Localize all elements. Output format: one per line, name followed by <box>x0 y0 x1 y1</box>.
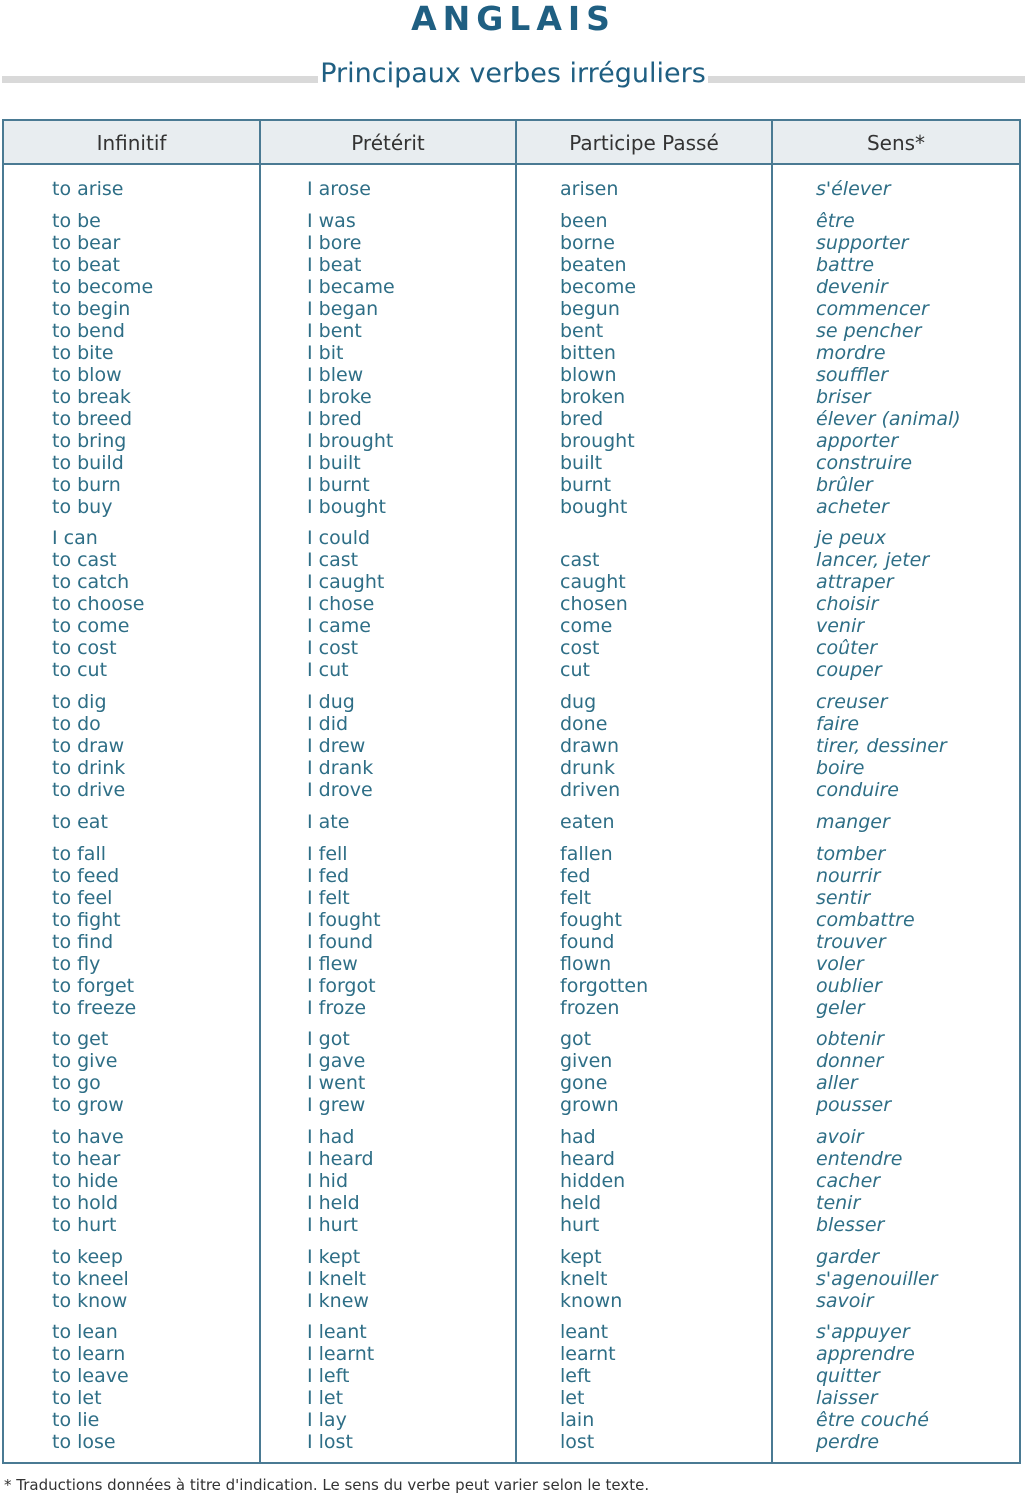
table-cell: garder <box>816 1245 880 1268</box>
table-cell: to lose <box>52 1431 116 1454</box>
table-cell: to freeze <box>52 996 137 1019</box>
table-cell: I cut <box>307 659 349 682</box>
table-cell: I drew <box>307 735 366 758</box>
table-cell: trouver <box>816 930 886 953</box>
table-cell: s'agenouiller <box>816 1267 938 1290</box>
table-cell: drawn <box>560 735 620 758</box>
divider-right <box>708 76 1025 83</box>
table-cell: I burnt <box>307 473 370 496</box>
table-cell: let <box>560 1387 585 1410</box>
table-cell: to let <box>52 1387 102 1410</box>
table-cell: to leave <box>52 1365 129 1388</box>
table-cell: donner <box>816 1050 884 1073</box>
table-cell: I caught <box>307 571 385 594</box>
table-cell: hidden <box>560 1169 626 1192</box>
table-cell: manger <box>816 810 890 833</box>
table-cell: to breed <box>52 407 133 430</box>
table-cell: savoir <box>816 1289 874 1312</box>
table-cell: been <box>560 209 608 232</box>
table-cell: I fought <box>307 908 381 931</box>
table-cell: to hide <box>52 1169 119 1192</box>
table-cell: lancer, jeter <box>816 549 930 572</box>
table-cell: perdre <box>816 1431 880 1454</box>
table-cell: kept <box>560 1245 602 1268</box>
table-cell: to hurt <box>52 1213 117 1236</box>
table-cell: obtenir <box>816 1028 884 1051</box>
table-cell: je peux <box>816 527 887 550</box>
table-cell: to kneel <box>52 1267 129 1290</box>
table-cell: I ate <box>307 810 350 833</box>
table-cell: forgotten <box>560 974 649 997</box>
divider-left <box>2 76 318 83</box>
table-cell: I became <box>307 275 395 298</box>
table-cell: couper <box>816 659 882 682</box>
table-cell: to cost <box>52 637 117 660</box>
table-cell: devenir <box>816 275 888 298</box>
table-cell: I knelt <box>307 1267 367 1290</box>
table-cell: I cast <box>307 549 359 572</box>
table-cell: drunk <box>560 757 615 780</box>
table-cell: I leant <box>307 1321 367 1344</box>
table-cell: I knew <box>307 1289 369 1312</box>
column-header-participe: Participe Passé <box>569 131 719 155</box>
table-cell: combattre <box>816 908 915 931</box>
table-cell: geler <box>816 996 865 1019</box>
table-cell: I lay <box>307 1409 347 1432</box>
table-cell: left <box>560 1365 591 1388</box>
table-cell: to arise <box>52 178 124 200</box>
verb-table <box>2 119 1021 1464</box>
table-cell: I fed <box>307 864 350 887</box>
table-cell: nourrir <box>816 864 881 887</box>
table-cell: to grow <box>52 1094 124 1117</box>
table-cell: I grew <box>307 1094 366 1117</box>
page-subtitle: Principaux verbes irréguliers <box>320 58 706 89</box>
table-cell: chosen <box>560 593 628 616</box>
table-cell: to build <box>52 451 124 474</box>
table-cell: bitten <box>560 341 616 364</box>
table-cell: got <box>560 1028 592 1051</box>
table-cell: to fly <box>52 952 101 975</box>
table-cell: I chose <box>307 593 375 616</box>
table-cell: to draw <box>52 735 125 758</box>
table-cell: I broke <box>307 385 372 408</box>
table-cell: I held <box>307 1191 360 1214</box>
table-cell: to hear <box>52 1147 121 1170</box>
table-cell: to come <box>52 615 130 638</box>
table-cell: I bit <box>307 341 344 364</box>
table-cell: to become <box>52 275 154 298</box>
table-cell: grown <box>560 1094 619 1117</box>
table-cell: faire <box>816 713 860 736</box>
table-cell: I left <box>307 1365 350 1388</box>
table-cell: cut <box>560 659 590 682</box>
table-cell: to learn <box>52 1343 126 1366</box>
table-cell: I arose <box>307 178 371 200</box>
table-cell: leant <box>560 1321 609 1344</box>
table-cell: coûter <box>816 637 878 660</box>
table-cell: avoir <box>816 1125 864 1148</box>
table-cell: to catch <box>52 571 130 594</box>
column-header-sens: Sens* <box>866 131 926 155</box>
table-cell: I let <box>307 1387 344 1410</box>
table-cell: attraper <box>816 571 894 594</box>
table-cell: construire <box>816 451 913 474</box>
table-cell: frozen <box>560 996 620 1019</box>
table-cell: aller <box>816 1072 858 1095</box>
table-cell: I bred <box>307 407 362 430</box>
table-cell: se pencher <box>816 319 922 342</box>
table-cell: to fight <box>52 908 121 931</box>
table-cell: given <box>560 1050 613 1073</box>
table-cell: to break <box>52 385 131 408</box>
table-cell: to lie <box>52 1409 100 1432</box>
table-cell: I could <box>307 527 371 550</box>
table-cell: to keep <box>52 1245 123 1268</box>
table-cell: cast <box>560 549 600 572</box>
table-cell: I went <box>307 1072 366 1095</box>
table-cell: tenir <box>816 1191 861 1214</box>
table-header <box>4 121 1019 165</box>
table-cell: to cast <box>52 549 117 572</box>
table-cell: être couché <box>816 1409 929 1432</box>
table-cell: bred <box>560 407 604 430</box>
footnote: * Traductions données à titre d'indication. Le sens du verbe peut varier selon le texte. <box>4 1476 650 1494</box>
column-divider <box>259 121 261 1462</box>
table-cell: knelt <box>560 1267 608 1290</box>
table-cell: brûler <box>816 473 873 496</box>
table-cell: I was <box>307 209 356 232</box>
table-cell: to cut <box>52 659 108 682</box>
table-cell: to bring <box>52 429 127 452</box>
table-cell: I found <box>307 930 374 953</box>
table-cell: souffler <box>816 363 889 386</box>
table-cell: to know <box>52 1289 128 1312</box>
table-cell: I drank <box>307 757 374 780</box>
table-cell: I kept <box>307 1245 361 1268</box>
table-cell: oublier <box>816 974 882 997</box>
table-cell: pousser <box>816 1094 892 1117</box>
table-cell: felt <box>560 886 592 909</box>
table-cell: flown <box>560 952 612 975</box>
table-cell: to forget <box>52 974 135 997</box>
table-cell: become <box>560 275 637 298</box>
table-cell: tomber <box>816 842 886 865</box>
table-cell: borne <box>560 231 615 254</box>
table-cell: begun <box>560 297 620 320</box>
table-cell: I blew <box>307 363 364 386</box>
table-cell: heard <box>560 1147 615 1170</box>
table-cell: broken <box>560 385 626 408</box>
table-cell: done <box>560 713 608 736</box>
table-cell: to dig <box>52 691 107 714</box>
table-cell: burnt <box>560 473 612 496</box>
table-cell: beaten <box>560 253 627 276</box>
table-cell: être <box>816 209 855 232</box>
column-header-infinitif: Infinitif <box>96 131 167 155</box>
table-cell: I brought <box>307 429 394 452</box>
table-cell: apporter <box>816 429 899 452</box>
table-cell: to drink <box>52 757 126 780</box>
table-cell: I drove <box>307 779 373 802</box>
table-cell: learnt <box>560 1343 616 1366</box>
table-cell: I began <box>307 297 379 320</box>
table-cell: held <box>560 1191 602 1214</box>
table-cell: to bite <box>52 341 114 364</box>
table-cell: I bought <box>307 495 386 518</box>
table-cell: choisir <box>816 593 879 616</box>
table-cell: voler <box>816 952 864 975</box>
table-cell: to get <box>52 1028 109 1051</box>
column-divider <box>771 121 773 1462</box>
table-cell: acheter <box>816 495 889 518</box>
table-cell: built <box>560 451 603 474</box>
page-title: ANGLAIS <box>411 0 616 38</box>
table-cell: conduire <box>816 779 899 802</box>
table-cell: cacher <box>816 1169 881 1192</box>
table-cell: tirer, dessiner <box>816 735 947 758</box>
table-cell: I dug <box>307 691 355 714</box>
table-cell: to burn <box>52 473 121 496</box>
table-cell: to buy <box>52 495 113 518</box>
table-cell: I cost <box>307 637 359 660</box>
table-cell: dug <box>560 691 597 714</box>
table-cell: to feed <box>52 864 120 887</box>
subtitle-row <box>0 52 1027 96</box>
table-cell: to drive <box>52 779 126 802</box>
table-cell: hurt <box>560 1213 600 1236</box>
table-cell: I built <box>307 451 361 474</box>
table-cell: gone <box>560 1072 608 1095</box>
table-cell: caught <box>560 571 626 594</box>
table-cell: I forgot <box>307 974 376 997</box>
table-cell: sentir <box>816 886 871 909</box>
table-cell: I did <box>307 713 349 736</box>
table-cell: I came <box>307 615 371 638</box>
table-cell: to bend <box>52 319 125 342</box>
table-cell: laisser <box>816 1387 878 1410</box>
table-cell: had <box>560 1125 596 1148</box>
table-cell: come <box>560 615 613 638</box>
table-cell: bought <box>560 495 628 518</box>
table-cell: arisen <box>560 178 619 200</box>
table-cell: élever (animal) <box>816 407 961 430</box>
table-cell: I got <box>307 1028 350 1051</box>
table-cell: I had <box>307 1125 355 1148</box>
table-cell: fed <box>560 864 591 887</box>
table-cell: venir <box>816 615 865 638</box>
table-cell: I can <box>52 527 98 550</box>
table-cell: cost <box>560 637 600 660</box>
table-cell: to begin <box>52 297 131 320</box>
table-cell: I hid <box>307 1169 349 1192</box>
table-cell: found <box>560 930 615 953</box>
table-cell: to lean <box>52 1321 118 1344</box>
column-divider <box>515 121 517 1462</box>
table-cell: fought <box>560 908 622 931</box>
table-cell: known <box>560 1289 623 1312</box>
table-cell: quitter <box>816 1365 880 1388</box>
table-cell: to be <box>52 209 101 232</box>
table-cell: to blow <box>52 363 122 386</box>
table-cell: I froze <box>307 996 367 1019</box>
table-cell: to hold <box>52 1191 119 1214</box>
table-cell: to fall <box>52 842 107 865</box>
table-cell: to choose <box>52 593 145 616</box>
table-cell: battre <box>816 253 875 276</box>
table-cell: to eat <box>52 810 108 833</box>
table-cell: to do <box>52 713 101 736</box>
table-cell: s'appuyer <box>816 1321 910 1344</box>
table-cell: blown <box>560 363 617 386</box>
table-cell: I hurt <box>307 1213 358 1236</box>
table-cell: commencer <box>816 297 929 320</box>
table-cell: to feel <box>52 886 113 909</box>
table-cell: I gave <box>307 1050 366 1073</box>
table-cell: creuser <box>816 691 888 714</box>
table-cell: briser <box>816 385 871 408</box>
table-cell: apprendre <box>816 1343 915 1366</box>
table-cell: entendre <box>816 1147 903 1170</box>
table-cell: driven <box>560 779 621 802</box>
table-cell: boire <box>816 757 865 780</box>
column-header-preterit: Prétérit <box>351 131 425 155</box>
table-cell: I flew <box>307 952 358 975</box>
table-cell: eaten <box>560 810 615 833</box>
table-cell: to have <box>52 1125 124 1148</box>
table-cell: to beat <box>52 253 120 276</box>
table-cell: fallen <box>560 842 613 865</box>
table-cell: blesser <box>816 1213 885 1236</box>
table-cell: I learnt <box>307 1343 375 1366</box>
table-cell: to give <box>52 1050 118 1073</box>
table-cell: I beat <box>307 253 362 276</box>
table-cell: to go <box>52 1072 101 1095</box>
table-cell: to find <box>52 930 114 953</box>
table-cell: brought <box>560 429 635 452</box>
table-cell: I bent <box>307 319 362 342</box>
table-cell: mordre <box>816 341 886 364</box>
table-cell: I bore <box>307 231 362 254</box>
table-cell: lost <box>560 1431 595 1454</box>
table-cell: bent <box>560 319 604 342</box>
table-cell: I lost <box>307 1431 353 1454</box>
table-cell: I felt <box>307 886 350 909</box>
table-cell: s'élever <box>816 178 891 200</box>
table-cell: I heard <box>307 1147 374 1170</box>
table-cell: I fell <box>307 842 348 865</box>
table-cell: supporter <box>816 231 909 254</box>
table-cell: to bear <box>52 231 121 254</box>
table-cell: lain <box>560 1409 595 1432</box>
